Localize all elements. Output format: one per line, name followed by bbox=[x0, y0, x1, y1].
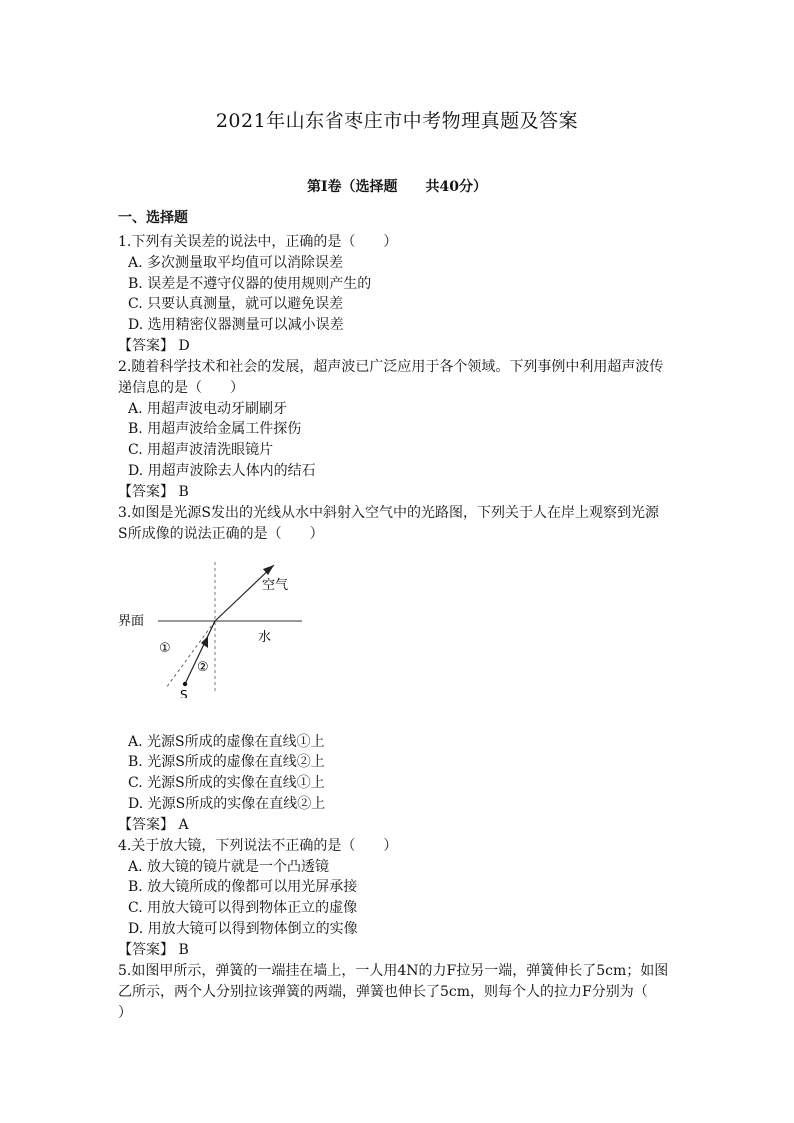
question-2-stem-cont: 递信息的是（ ） bbox=[118, 380, 244, 396]
answer-label: 【答案】 bbox=[118, 338, 174, 354]
question-2-answer bbox=[118, 482, 189, 502]
answer-label: 【答案】 bbox=[118, 817, 174, 833]
question-4-stem: 4.关于放大镜，下列说法不正确的是（ ） bbox=[118, 838, 398, 854]
label-source: S bbox=[180, 688, 188, 698]
question-1-option-a: A. 多次测量取平均值可以消除误差 bbox=[128, 255, 344, 271]
question-3-stem-cont: S所成像的说法正确的是（ ） bbox=[118, 526, 324, 542]
question-3-stem: 3.如图是光源S发出的光线从水中斜射入空气中的光路图，下列关于人在岸上观察到光源 bbox=[118, 505, 659, 521]
question-4-option-d: D. 用放大镜可以得到物体倒立的实像 bbox=[128, 921, 358, 937]
label-water: 水 bbox=[258, 630, 272, 645]
question-3-option-d: D. 光源S所成的实像在直线②上 bbox=[128, 796, 326, 812]
answer-value: A bbox=[178, 817, 189, 833]
question-5-stem-end: ） bbox=[118, 1005, 132, 1021]
label-interface: 界面 bbox=[118, 614, 145, 629]
label-line-2: ② bbox=[197, 660, 209, 675]
question-2-option-d: D. 用超声波除去人体内的结石 bbox=[128, 463, 316, 479]
question-2-option-b: B. 用超声波给金属工件探伤 bbox=[128, 421, 302, 437]
question-1-option-d: D. 选用精密仪器测量可以减小误差 bbox=[128, 317, 344, 333]
question-3-option-c: C. 光源S所成的实像在直线①上 bbox=[128, 775, 325, 791]
question-4-answer bbox=[118, 940, 189, 960]
section-heading: 一、选择题 bbox=[118, 210, 188, 226]
question-3-option-a: A. 光源S所成的虚像在直线①上 bbox=[128, 734, 325, 750]
question-1-answer bbox=[118, 336, 190, 356]
question-1-option-b: B. 误差是不遵守仪器的使用规则产生的 bbox=[128, 276, 372, 292]
question-4-option-c: C. 用放大镜可以得到物体正立的虚像 bbox=[128, 900, 358, 916]
answer-value: B bbox=[178, 942, 189, 958]
label-line-1: ① bbox=[159, 641, 171, 656]
question-1-stem: 1.下列有关误差的说法中，正确的是（ ） bbox=[118, 234, 398, 250]
label-air: 空气 bbox=[262, 578, 289, 593]
line-1-dashed bbox=[166, 621, 215, 688]
question-5-stem-cont: 乙所示，两个人分别拉该弹簧的两端，弹簧也伸长了5cm，则每个人的拉力F分别为（ bbox=[118, 984, 648, 1000]
question-2-stem: 2.随着科学技术和社会的发展，超声波已广泛应用于各个领域。下列事例中利用超声波传 bbox=[118, 359, 664, 375]
answer-value: B bbox=[178, 484, 189, 500]
answer-label: 【答案】 bbox=[118, 942, 174, 958]
question-2-option-a: A. 用超声波电动牙刷刷牙 bbox=[128, 401, 288, 417]
incident-ray-arrow bbox=[201, 636, 208, 648]
source-point bbox=[183, 682, 187, 686]
question-4-option-a: A. 放大镜的镜片就是一个凸透镜 bbox=[128, 859, 330, 875]
question-2-option-c: C. 用超声波清洗眼镜片 bbox=[128, 442, 274, 458]
question-1-option-c: C. 只要认真测量，就可以避免误差 bbox=[128, 296, 344, 312]
answer-value: D bbox=[178, 338, 190, 354]
question-5-stem: 5.如图甲所示，弹簧的一端挂在墙上，一人用4N的力F拉另一端，弹簧伸长了5cm；如图 bbox=[118, 963, 669, 979]
refraction-diagram bbox=[118, 558, 318, 698]
section-subtitle: 第Ⅰ卷（选择题 共40分） bbox=[306, 179, 488, 195]
question-4-option-b: B. 放大镜所成的像都可以用光屏承接 bbox=[128, 879, 358, 895]
refracted-ray bbox=[215, 565, 274, 621]
document-title: 2021年山东省枣庄市中考物理真题及答案 bbox=[215, 110, 579, 132]
answer-label: 【答案】 bbox=[118, 484, 174, 500]
question-3-option-b: B. 光源S所成的虚像在直线②上 bbox=[128, 754, 325, 770]
question-3-answer bbox=[118, 815, 189, 835]
